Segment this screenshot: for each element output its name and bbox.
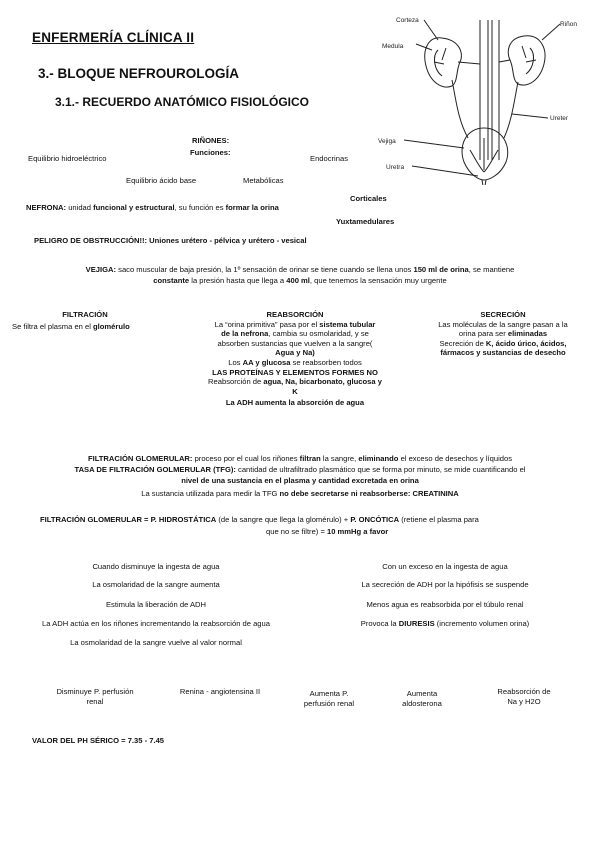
urethra xyxy=(482,180,486,185)
tfg-creatinina: La sustancia utilizada para medir la TFG no debe secretarse ni reabsorberse: CREATININA xyxy=(141,489,459,498)
left-ureter xyxy=(452,80,468,138)
filtracion-title: FILTRACIÓN xyxy=(62,310,108,319)
filtracion-text: Se filtra el plasma en el glomérulo xyxy=(12,322,130,331)
right-kidney-medulla xyxy=(522,46,536,74)
funcion-metabolicas: Metabólicas xyxy=(243,176,284,185)
urinary-system-diagram xyxy=(372,10,597,185)
formula-line-1: FILTRACIÓN GLOMERULAR = P. HIDROSTÁTICA (de la sangre que llega la glomérulo) + P. ONCÓTICA (retiene el plasma para xyxy=(40,515,479,524)
nefrona-corticales: Corticales xyxy=(350,194,387,203)
tfg-definition-2: nivel de una sustancia en el plasma y cantidad excretada en orina xyxy=(181,476,419,485)
cascade-step-1: Disminuye P. perfusión renal xyxy=(56,687,134,706)
adh-left-5: La osmolaridad de la sangre vuelve al valor normal xyxy=(70,638,242,647)
label-corteza: Corteza xyxy=(396,17,419,24)
adh-right-3: Menos agua es reabsorbida por el túbulo renal xyxy=(366,600,524,609)
tfg-definition: TASA DE FILTRACIÓN GOLMERULAR (TFG): cantidad de ultrafiltrado plasmático que se forma por minuto, se mide cuantificando el xyxy=(74,465,526,474)
adh-right-4: Provoca la DIURESIS (incremento volumen orina) xyxy=(360,619,530,628)
label-rinon: Riñon xyxy=(560,21,577,28)
adh-left-4: La ADH actúa en los riñones incrementando la reabsorción de agua xyxy=(42,619,270,628)
adh-left-3: Estimula la liberación de ADH xyxy=(105,600,207,609)
cascade-step-5: Reabsorción de Na y H2O xyxy=(497,687,551,706)
right-kidney-outline xyxy=(508,36,545,85)
label-ureter: Ureter xyxy=(550,115,569,122)
rinones-title: RIÑONES: xyxy=(192,136,230,145)
secrecion-block: SECRECIÓN Las moléculas de la sangre pasan a la orina para ser eliminadas Secreción de K, ácido úrico, ácidos, fármacos y sustancias de desecho xyxy=(438,310,568,358)
left-kidney-medulla xyxy=(434,48,446,76)
block-heading: 3.- BLOQUE NEFROUROLOGÍA xyxy=(38,66,240,81)
label-medula: Medula xyxy=(382,43,404,50)
nefrona-yuxtamedulares: Yuxtamedulares xyxy=(336,217,395,226)
adh-left-2: La osmolaridad de la sangre aumenta xyxy=(92,580,220,589)
nefrona-definition: NEFRONA: unidad funcional y estructural, su función es formar la orina xyxy=(26,203,279,212)
cascade-step-4: Aumenta aldosterona xyxy=(402,689,442,708)
left-kidney-outline xyxy=(425,38,462,87)
adh-right-1: Con un exceso en la ingesta de agua xyxy=(382,562,508,571)
adh-right-2: La secreción de ADH por la hipófisis se suspende xyxy=(361,580,529,589)
section-heading: 3.1.- RECUERDO ANATÓMICO FISIOLÓGICO xyxy=(55,95,310,109)
adh-left-1: Cuando disminuye la ingesta de agua xyxy=(92,562,220,571)
reabsorcion-block: REABSORCIÓN La “orina primitiva” pasa por el sistema tubular de la nefrona, cambia su osmolaridad, y se absorben sustancias que vuelven a la sangre( Agua y Na) Los AA y glucosa se reabsorben todos LAS PROTEÍNAS Y ELEMENTOS FORMES NO Reabsorción de agua, Na, bicarbonato, glucosa y K La ADH aumenta la absorción de agua xyxy=(208,310,382,408)
vejiga-line-1: VEJIGA: saco muscular de baja presión, la 1º sensación de orinar se tiene cuando se llena unos 150 ml de orina, se mantiene xyxy=(85,265,515,274)
peligro-obstruccion: PELIGRO DE OBSTRUCCIÓN!!: Uniones urétero - pélvica y urétero - vesical xyxy=(34,236,307,245)
funciones-label: Funciones: xyxy=(190,148,231,157)
funcion-hidroelectrico: Equilibrio hidroeléctrico xyxy=(28,154,107,163)
formula-line-2: que no se filtre) = 10 mmHg a favor xyxy=(266,527,389,536)
cascade-step-3: Aumenta P. perfusión renal xyxy=(303,689,355,708)
cascade-step-2: Renina - angiotensina II xyxy=(179,687,261,696)
funcion-acido-base: Equilibrio ácido base xyxy=(126,176,197,185)
bladder xyxy=(462,128,508,180)
ph-serico: VALOR DEL PH SÉRICO = 7.35 - 7.45 xyxy=(32,736,165,745)
label-uretra: Uretra xyxy=(386,164,405,171)
funcion-endocrinas: Endocrinas xyxy=(310,154,348,163)
fg-definition: FILTRACIÓN GLOMERULAR: proceso por el cual los riñones filtran la sangre, eliminando el exceso de desechos y líquidos xyxy=(87,454,513,463)
right-ureter xyxy=(504,82,518,138)
vejiga-line-2: constante la presión hasta que llega a 400 ml, que tenemos la sensación muy urgente xyxy=(153,276,447,285)
label-vejiga: Vejiga xyxy=(378,138,396,145)
document-title: ENFERMERÍA CLÍNICA II xyxy=(32,30,195,45)
vena-cava xyxy=(492,20,499,160)
